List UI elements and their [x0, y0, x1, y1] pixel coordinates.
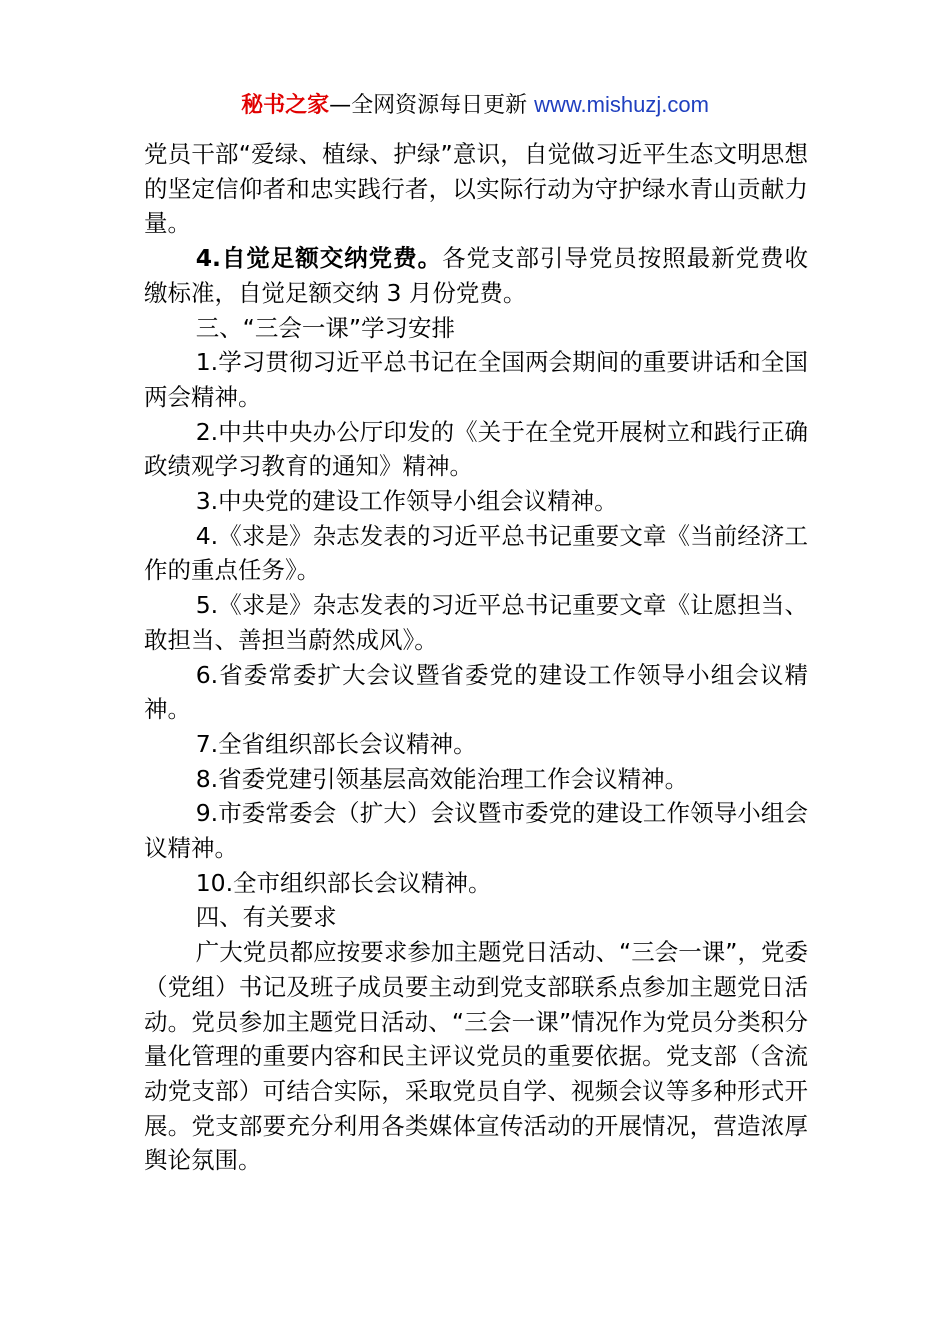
site-brand: 秘书之家	[241, 93, 330, 118]
list-item-text: 3.中央党的建设工作领导小组会议精神。	[195, 487, 618, 516]
list-item	[144, 762, 808, 797]
list-item	[144, 519, 808, 588]
list-item-text: 10.全市组织部长会议精神。	[195, 868, 492, 897]
list-item-text: 5.《求是》杂志发表的习近平总书记重要文章《让愿担当、敢担当、善担当蔚然成风》。	[144, 591, 808, 654]
paragraph-text: 广大党员都应按要求参加主题党日活动、“三会一课”，党委（党组）书记及班子成员要主动到党支部联系点参加主题党日活动。党员参加主题党日活动、“三会一课”情况作为党员分类积分量化管理的重要内容和民主评议党员的重要依据。党支部（含流动党支部）可结合实际，采取党员自学、视频会议等多种形式开展。党支部要充分利用各类媒体宣传活动的开展情况，营造浓厚舆论氛围。	[144, 938, 808, 1175]
list-item-text: 6.省委常委扩大会议暨省委党的建设工作领导小组会议精神。	[144, 660, 808, 724]
list-item-text: 2.中共中央办公厅印发的《关于在全党开展树立和践行正确政绩观学习教育的通知》精神。	[144, 417, 808, 481]
list-item-text: 9.市委常委会（扩大）会议暨市委党的建设工作领导小组会议精神。	[144, 799, 808, 863]
list-item-text: 8.省委党建引领基层高效能治理工作会议精神。	[195, 764, 689, 793]
list-item	[144, 588, 808, 657]
list-item-text: 7.全省组织部长会议精神。	[195, 729, 477, 758]
list-item	[144, 415, 808, 484]
paragraph-requirements	[144, 935, 808, 1178]
site-url-link[interactable]: www.mishuzj.com	[534, 92, 709, 117]
section-heading-study-arrangement	[144, 311, 808, 346]
paragraph-continuation	[144, 137, 808, 241]
list-item	[144, 727, 808, 762]
site-slogan: —全网资源每日更新	[329, 93, 535, 118]
document-body	[144, 137, 808, 1178]
list-item	[144, 345, 808, 414]
paragraph-text: 党员干部“爱绿、植绿、护绿”意识，自觉做习近平生态文明思想的坚定信仰者和忠实践行者，以实际行动为守护绿水青山贡献力量。	[144, 140, 808, 238]
paragraph-bold-lead: 4.自觉足额交纳党费。	[195, 244, 443, 273]
heading-text: 三、“三会一课”学习安排	[195, 313, 456, 342]
site-header	[0, 88, 950, 123]
heading-text: 四、有关要求	[195, 903, 337, 932]
section-heading-requirements	[144, 900, 808, 935]
list-item-text: 4.《求是》杂志发表的习近平总书记重要文章《当前经济工作的重点任务》。	[144, 521, 808, 585]
list-item	[144, 796, 808, 865]
paragraph-party-dues	[144, 241, 808, 310]
list-item	[144, 866, 808, 901]
list-item	[144, 484, 808, 519]
paragraph-text: 各党支部引导党员按照最新党费收缴标准，自觉足额交纳 3 月份党费。	[144, 244, 808, 307]
list-item	[144, 658, 808, 727]
list-item-text: 1.学习贯彻习近平总书记在全国两会期间的重要讲话和全国两会精神。	[144, 348, 808, 411]
